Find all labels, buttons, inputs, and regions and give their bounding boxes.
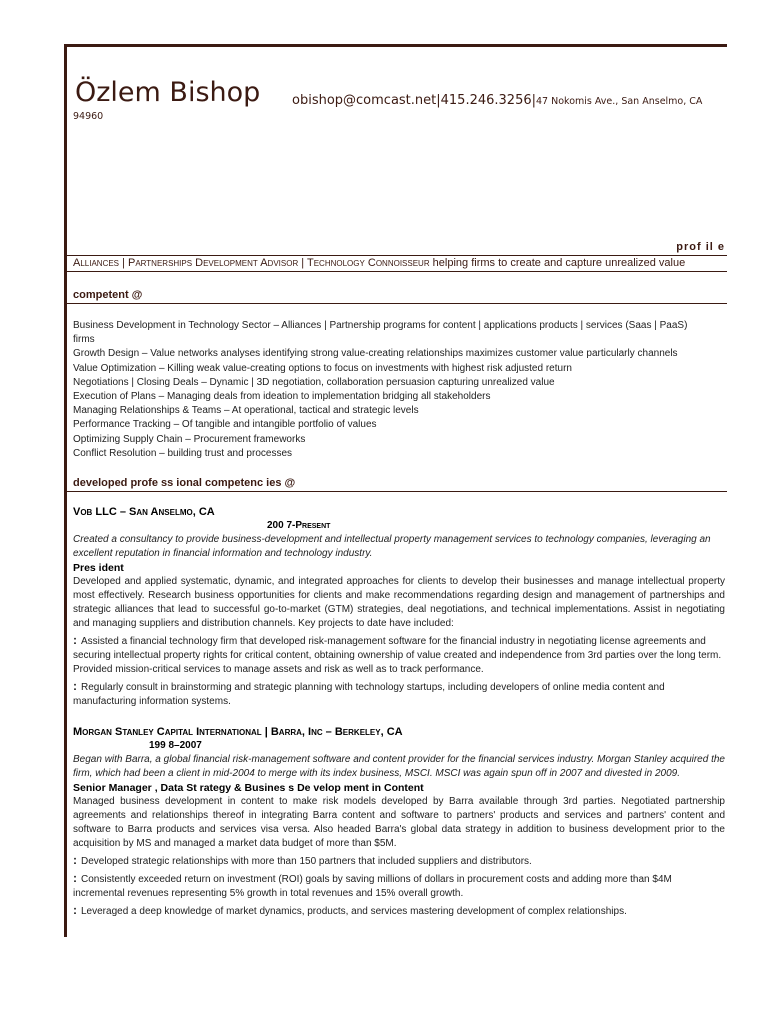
job-description: Began with Barra, a global financial risk-management software and content provider for the financial services industry. Morgan Stanley acquired the firm, which had been a client in mid-2004 to merge with its index business, MSCI. MSCI was again spun off in 2007 and divested in 2009. (73, 754, 725, 779)
job-entry (73, 725, 725, 919)
list-item: Growth Design – Value networks analyses identifying strong value-creating relationships maximizes customer value particularly channels (73, 348, 678, 360)
job-summary: Managed business development in content to make risk models developed by Barra available through 3rd parties. Negotiated partnership agreements and relationships thereof in integrating Barra content and software to partners' products and services and partners' content and software to Barra products and services visa versa. Also headed Barra's global data strategy in addition to business development prior to the acquisition by MS and managed a market data budget of more than $5M. (73, 796, 725, 849)
job-role: Senior Manager , Data St rategy & Busines s De velop ment in Content (73, 782, 424, 794)
job-role: Pres ident (73, 562, 124, 574)
bullet-mark: : (73, 633, 77, 647)
bullet-mark: : (73, 679, 77, 693)
tagline-divider (67, 271, 727, 272)
job-bullet (73, 679, 725, 709)
profile-tagline (73, 257, 685, 269)
bullet-mark: : (73, 853, 77, 867)
list-item: Optimizing Supply Chain – Procurement frameworks (73, 433, 306, 445)
tagline-titles: Alliances | Partnerships Development Advisor | Technology Connoisseur (73, 257, 430, 269)
candidate-name: Özlem Bishop (75, 77, 261, 108)
profile-heading: prof il e (676, 241, 725, 253)
bullet-text: Assisted a financial technology firm that developed risk-management software for the financial industry in negotiating license agreements and securing intellectual property rights for critical content, obtaining ownership of value created and independence from 3rd parties over the long term. Provided mission-critical services to manage assets and risk as well as to track performance. (73, 636, 722, 675)
competencies-heading: competent @ (73, 289, 143, 301)
job-bullet (73, 903, 725, 919)
contact-zip: 94960 (73, 111, 104, 122)
bullet-text: Developed strategic relationships with more than 150 partners that included suppliers and distributors. (81, 856, 532, 867)
bullet-text: Consistently exceeded return on investment (ROI) goals by saving millions of dollars in procurement costs and adding more than $4M incremental revenues representing 5% growth in total revenues and 15% overall growth. (73, 874, 672, 899)
job-bullet (73, 871, 725, 901)
tagline-summary: helping firms to create and capture unrealized value (429, 257, 686, 269)
bullet-mark: : (73, 871, 77, 885)
job-dates: 200 7-Present (267, 520, 331, 531)
list-item: Conflict Resolution – building trust and processes (73, 447, 293, 459)
list-item: Value Optimization – Killing weak value-creating options to focus on investments with highest risk adjusted return (73, 362, 572, 374)
job-bullet (73, 633, 725, 677)
job-dates: 199 8–2007 (149, 740, 202, 751)
list-item: firms (73, 334, 95, 346)
resume-page (64, 44, 727, 937)
job-company: Vob LLC – San Anselmo, CA (73, 506, 215, 518)
list-item: Performance Tracking – Of tangible and intangible portfolio of values (73, 419, 377, 431)
bullet-mark: : (73, 903, 77, 917)
job-summary: Developed and applied systematic, dynamic, and integrated approaches for clients to develop their businesses and manage intellectual property most effectively. Research business opportunities for clients and make recommendations regarding design and management of partnerships and strategic alliances that lead to successful go-to-market (GTM) strategies, deal negotiations, and technical implementations. Assist in negotiating and managing suppliers and distribution channels. Key projects to date have included: (73, 576, 725, 629)
competencies-list (73, 319, 723, 461)
bullet-text: Regularly consult in brainstorming and strategic planning with technology startups, including developers of online media content and manufacturing information systems. (73, 682, 665, 707)
list-item: Business Development in Technology Sector – Alliances | Partnership programs for content | applications products | services (Saas | PaaS) (73, 320, 688, 331)
job-bullet (73, 853, 725, 869)
job-entry (73, 505, 725, 709)
contact-email-phone: obishop@comcast.net|415.246.3256| (292, 93, 536, 108)
bullet-text: Leveraged a deep knowledge of market dynamics, products, and services mastering development of complex relationships. (81, 906, 627, 917)
list-item: Negotiations | Closing Deals – Dynamic | 3D negotiation, collaboration persuasion capturing unrealized value (73, 376, 555, 388)
competencies-divider (67, 303, 727, 304)
contact-line (292, 93, 702, 108)
contact-address: 47 Nokomis Ave., San Anselmo, CA (536, 96, 703, 107)
profile-divider (67, 255, 727, 256)
job-description: Created a consultancy to provide business-development and intellectual property management services to technology companies, leveraging an excellent reputation in financial information and technology industry. (73, 534, 711, 559)
job-company: Morgan Stanley Capital International | Barra, Inc – Berkeley, CA (73, 726, 403, 738)
list-item: Managing Relationships & Teams – At operational, tactical and strategic levels (73, 405, 419, 417)
experience-heading: developed profe ss ional competenc ies @ (73, 477, 296, 489)
list-item: Execution of Plans – Managing deals from ideation to implementation bridging all stakeholders (73, 391, 491, 403)
experience-divider (67, 491, 727, 492)
